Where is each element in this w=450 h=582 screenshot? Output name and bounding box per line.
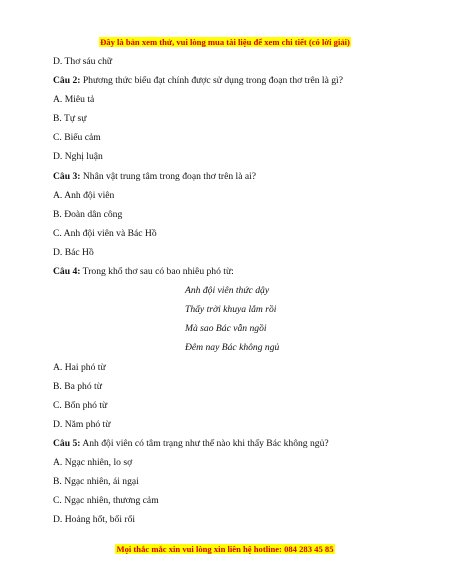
previous-option: D. Thơ sáu chữ [53,56,113,67]
question-4 [53,266,403,278]
option-item: B. Ba phó từ [53,380,102,392]
question-label: Câu 3: [53,170,81,182]
option-item: C. Ngạc nhiên, thương cảm [53,495,159,507]
option-item: A. Anh đội viên [53,189,115,201]
question-2 [53,75,403,87]
question-label: Câu 5: [53,437,81,449]
option-item: D. Năm phó từ [53,418,111,430]
option-item: A. Hai phó từ [53,361,106,373]
header-banner [0,37,450,47]
question-text: Phương thức biểu đạt chính được sử dụng trong đoạn thơ trên là gì? [80,75,343,87]
question-5 [53,438,403,450]
poem-line: Thấy trời khuya lắm rồi [185,304,277,316]
option-item: B. Đoàn dân công [53,208,123,220]
option-item: C. Bốn phó từ [53,399,108,411]
poem-line: Đêm nay Bác không ngủ [185,342,280,354]
option-item: B. Ngạc nhiên, ái ngại [53,476,139,488]
poem-line: Anh đội viên thức dậy [185,285,270,297]
poem-line: Mà sao Bác vẫn ngồi [185,323,267,335]
footer-banner-text: Mọi thắc mắc xin vui lòng xin liên hệ hotline: 084 283 45 85 [116,544,334,554]
question-label: Câu 4: [53,266,81,278]
option-item: C. Anh đội viên và Bác Hồ [53,227,157,239]
footer-banner [0,544,450,554]
option-item: D. Hoảng hốt, bối rối [53,514,136,526]
question-text: Nhân vật trung tâm trong đoạn thơ trên là ai? [80,170,257,182]
document-body [53,56,403,533]
option-item: D. Bác Hồ [53,246,94,258]
option-item: C. Biểu cảm [53,132,101,144]
question-text: Anh đội viên có tâm trạng như thế nào khi thấy Bác không ngủ? [80,437,329,449]
option-item: D. Nghị luận [53,151,103,163]
option-item: A. Miêu tả [53,94,95,106]
question-text: Trong khổ thơ sau có bao nhiêu phó từ: [80,266,234,278]
option-item: A. Ngạc nhiên, lo sợ [53,456,133,468]
question-3 [53,171,403,183]
question-label: Câu 2: [53,75,81,87]
option-item: B. Tự sự [53,113,87,125]
header-banner-text: Đây là bản xem thử, vui lòng mua tài liệu để xem chi tiết (có lời giải) [100,37,350,47]
